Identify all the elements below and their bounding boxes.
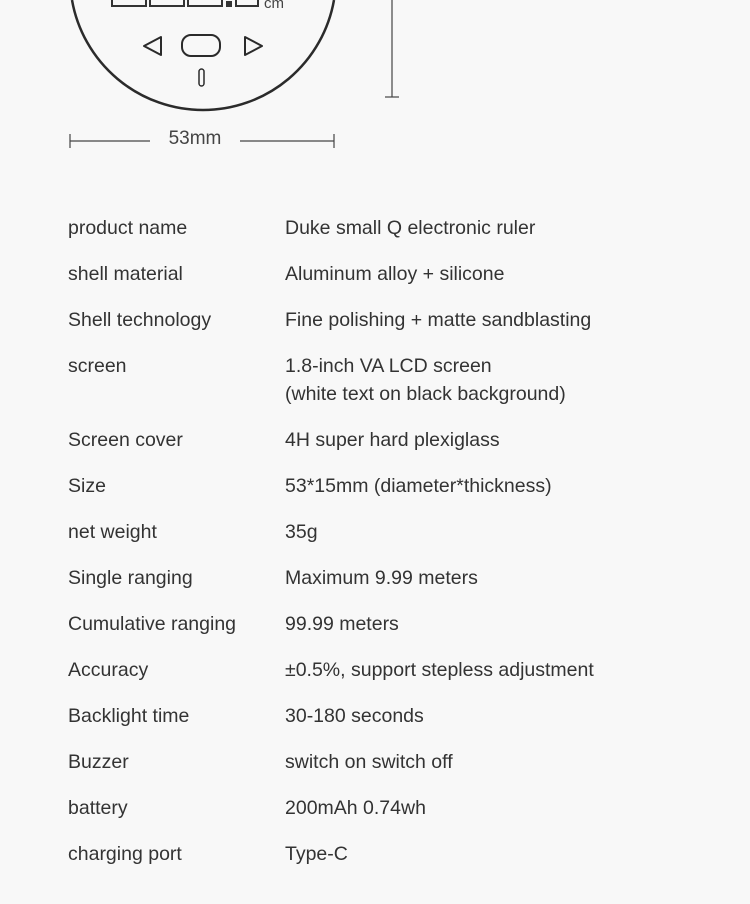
spec-value-line: 35g [285, 521, 318, 543]
spec-value [285, 564, 708, 592]
spec-label: Size [68, 475, 106, 497]
spec-value-line: Type-C [285, 843, 348, 865]
spec-value-line: ±0.5%, support stepless adjustment [285, 659, 594, 681]
spec-label: Screen cover [68, 429, 183, 451]
spec-value-line: Maximum 9.99 meters [285, 567, 478, 589]
spec-row [68, 610, 708, 638]
spec-row [68, 518, 708, 546]
spec-value [285, 748, 708, 776]
spec-label: shell material [68, 263, 183, 285]
spec-row [68, 840, 708, 868]
spec-label: charging port [68, 843, 182, 865]
right-arrow-icon [245, 37, 262, 55]
product-diagram [0, 0, 750, 170]
spec-label: Buzzer [68, 751, 129, 773]
spec-value-line: 4H super hard plexiglass [285, 429, 500, 451]
spec-value [285, 840, 708, 868]
ruler-outline-drawing [0, 0, 750, 170]
spec-row [68, 426, 708, 454]
spec-value [285, 472, 708, 500]
spec-row [68, 656, 708, 684]
spec-value-line: 53*15mm (diameter*thickness) [285, 475, 552, 497]
spec-label: screen [68, 355, 127, 377]
tape-slot [199, 69, 204, 86]
spec-value [285, 260, 708, 288]
spec-table [68, 214, 708, 868]
spec-row [68, 260, 708, 288]
left-arrow-icon [144, 37, 161, 55]
spec-row [68, 748, 708, 776]
spec-row [68, 564, 708, 592]
spec-row [68, 702, 708, 730]
spec-value-line: (white text on black background) [285, 383, 566, 405]
spec-row [68, 352, 708, 408]
spec-row [68, 794, 708, 822]
spec-value-line: 200mAh 0.74wh [285, 797, 426, 819]
center-button-icon [182, 35, 220, 56]
lcd-digits [112, 0, 258, 6]
spec-value-line: 30-180 seconds [285, 705, 424, 727]
diameter-label: 53mm [150, 128, 240, 150]
spec-value [285, 426, 708, 454]
spec-value [285, 518, 708, 546]
spec-value [285, 610, 708, 638]
spec-value [285, 306, 708, 334]
spec-value [285, 352, 708, 408]
spec-label: Accuracy [68, 659, 149, 681]
spec-label: Cumulative ranging [68, 613, 237, 635]
spec-value [285, 214, 708, 242]
spec-label: Single ranging [68, 567, 193, 589]
spec-value-line: Fine polishing + matte sandblasting [285, 309, 592, 331]
spec-value [285, 794, 708, 822]
spec-label: battery [68, 797, 128, 819]
spec-label: Shell technology [68, 309, 212, 331]
spec-row [68, 306, 708, 334]
spec-label: net weight [68, 521, 157, 543]
spec-value-line: switch on switch off [285, 751, 453, 773]
spec-value-line: Duke small Q electronic ruler [285, 217, 536, 239]
spec-label: Backlight time [68, 705, 190, 727]
spec-row [68, 214, 708, 242]
spec-value-line: 99.99 meters [285, 613, 399, 635]
spec-row [68, 472, 708, 500]
spec-value-line: Aluminum alloy + silicone [285, 263, 505, 285]
spec-value [285, 656, 708, 684]
unit-text: cm [264, 0, 284, 12]
spec-value [285, 702, 708, 730]
spec-value-line: 1.8-inch VA LCD screen [285, 355, 492, 377]
spec-label: product name [68, 217, 188, 239]
